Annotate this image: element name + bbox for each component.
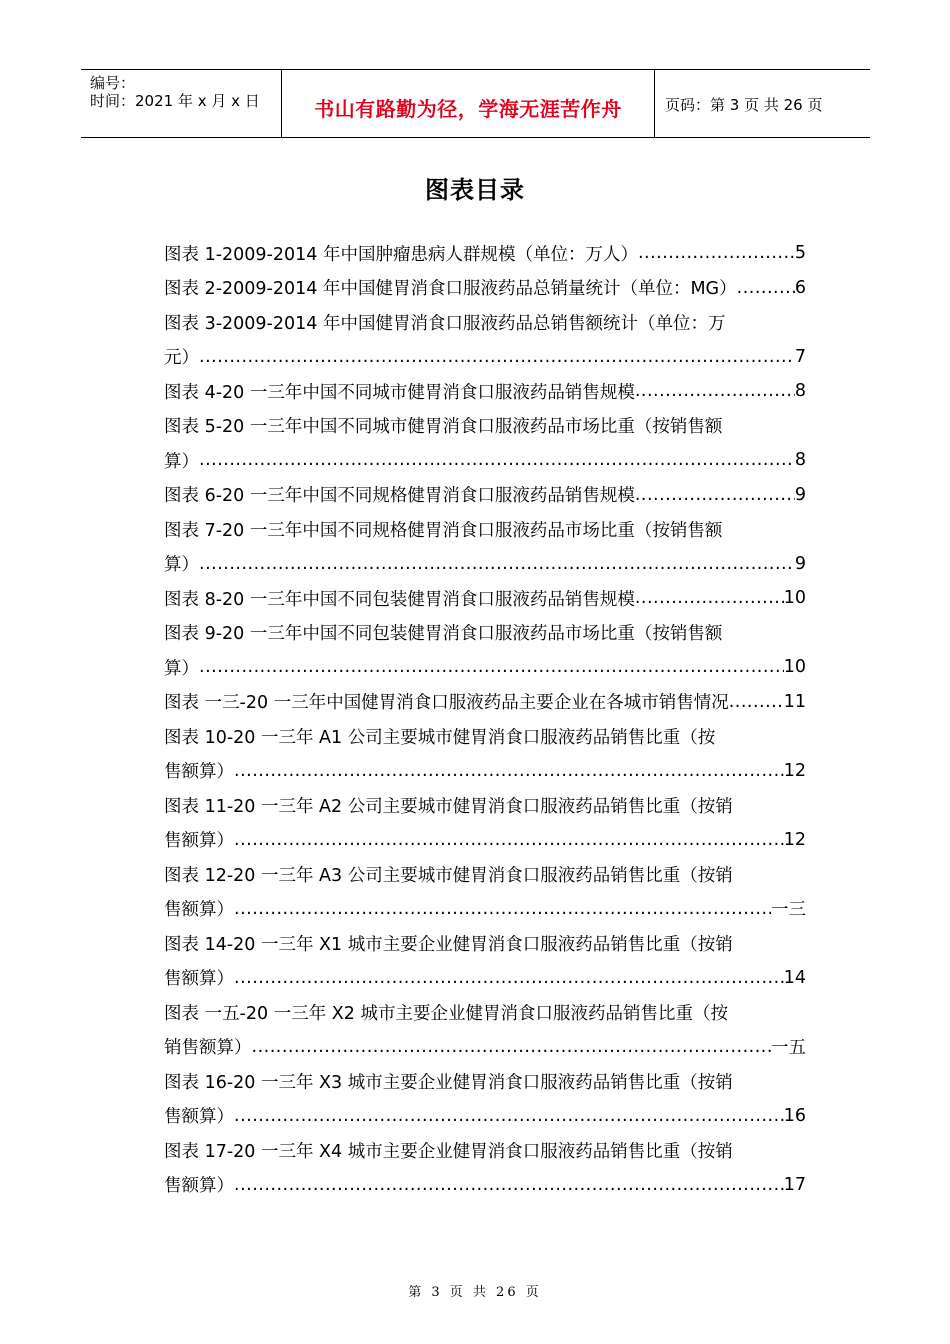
toc-entry-title: 图表 10-20 一三年 A1 公司主要城市健胃消食口服液药品销售比重（按 bbox=[164, 727, 716, 748]
toc-leader-dots bbox=[252, 1037, 772, 1057]
toc-leader-dots bbox=[729, 692, 784, 712]
toc-leader-dots bbox=[638, 243, 795, 263]
toc-entry-title-continued: 算） bbox=[164, 658, 199, 679]
toc-leader-dots bbox=[635, 381, 795, 401]
toc-entry-title-continued: 售额算） bbox=[164, 969, 234, 990]
header-page-number: 页码：第 3 页 共 26 页 bbox=[665, 96, 823, 114]
toc-entry-title: 图表 一三-20 一三年中国健胃消食口服液药品主要企业在各城市销售情况 bbox=[164, 693, 729, 714]
toc-entry[interactable] bbox=[164, 719, 806, 788]
toc-leader-dots bbox=[199, 657, 784, 677]
toc-entry[interactable] bbox=[164, 616, 806, 685]
toc-entry-title-continued: 售额算） bbox=[164, 762, 234, 783]
toc-entry-page: 一五 bbox=[771, 1038, 806, 1059]
toc-leader-dots bbox=[234, 899, 771, 919]
header-meta-cell bbox=[81, 70, 282, 137]
toc-leader-dots bbox=[199, 347, 795, 367]
header-page-cell bbox=[655, 70, 870, 137]
toc-entry-title: 图表 2-2009-2014 年中国健胃消食口服液药品总销量统计（单位：MG） bbox=[164, 279, 737, 300]
toc-entry-title: 图表 11-20 一三年 A2 公司主要城市健胃消食口服液药品销售比重（按销 bbox=[164, 796, 733, 817]
toc-leader-dots bbox=[234, 1106, 784, 1126]
document-number-label: 编号： bbox=[90, 74, 136, 92]
toc-entry-title-continued: 元） bbox=[164, 348, 199, 369]
toc-entry[interactable] bbox=[164, 926, 806, 995]
toc-entry-page: 17 bbox=[783, 1174, 806, 1195]
toc-entry[interactable] bbox=[164, 478, 806, 513]
table-of-figures bbox=[164, 236, 806, 1202]
toc-entry[interactable] bbox=[164, 857, 806, 926]
toc-entry[interactable] bbox=[164, 581, 806, 616]
toc-leader-dots bbox=[737, 278, 795, 298]
toc-entry-title-continued: 算） bbox=[164, 451, 199, 472]
toc-entry-page: 7 bbox=[794, 346, 806, 367]
toc-entry-title: 图表 9-20 一三年中国不同包装健胃消食口服液药品市场比重（按销售额 bbox=[164, 624, 723, 645]
toc-entry-title: 图表 5-20 一三年中国不同城市健胃消食口服液药品市场比重（按销售额 bbox=[164, 417, 723, 438]
toc-entry-page: 11 bbox=[783, 691, 806, 712]
toc-leader-dots bbox=[234, 1175, 784, 1195]
toc-entry-title-continued: 售额算） bbox=[164, 900, 234, 921]
toc-entry-title-continued: 售额算） bbox=[164, 1107, 234, 1128]
toc-leader-dots bbox=[234, 761, 784, 781]
toc-leader-dots bbox=[635, 588, 784, 608]
toc-entry-page: 12 bbox=[783, 829, 806, 850]
header-motto: 书山有路勤为径，学海无涯苦作舟 bbox=[314, 97, 622, 121]
toc-entry[interactable] bbox=[164, 1064, 806, 1133]
toc-entry-page: 8 bbox=[794, 381, 806, 402]
toc-entry-title: 图表 6-20 一三年中国不同规格健胃消食口服液药品销售规模 bbox=[164, 486, 635, 507]
toc-entry[interactable] bbox=[164, 788, 806, 857]
toc-entry-title: 图表 14-20 一三年 X1 城市主要企业健胃消食口服液药品销售比重（按销 bbox=[164, 934, 733, 955]
toc-entry-page: 5 bbox=[794, 243, 806, 264]
toc-entry-title: 图表 16-20 一三年 X3 城市主要企业健胃消食口服液药品销售比重（按销 bbox=[164, 1072, 733, 1093]
toc-leader-dots bbox=[199, 554, 795, 574]
page-footer: 第 3 页 共 26 页 bbox=[408, 1285, 542, 1300]
document-date: 时间：2021 年 x 月 x 日 bbox=[90, 92, 260, 110]
page-header bbox=[81, 69, 870, 138]
toc-entry-title: 图表 1-2009-2014 年中国肿瘤患病人群规模（单位：万人） bbox=[164, 244, 638, 265]
toc-entry[interactable] bbox=[164, 995, 806, 1064]
page-title: 图表目录 bbox=[425, 176, 525, 204]
toc-entry[interactable] bbox=[164, 236, 806, 271]
toc-leader-dots bbox=[234, 830, 784, 850]
toc-entry[interactable] bbox=[164, 305, 806, 374]
toc-entry-title: 图表 17-20 一三年 X4 城市主要企业健胃消食口服液药品销售比重（按销 bbox=[164, 1141, 733, 1162]
toc-entry-title: 图表 12-20 一三年 A3 公司主要城市健胃消食口服液药品销售比重（按销 bbox=[164, 865, 733, 886]
toc-entry[interactable] bbox=[164, 409, 806, 478]
toc-entry-title-continued: 销售额算） bbox=[164, 1038, 252, 1059]
toc-entry-title-continued: 售额算） bbox=[164, 831, 234, 852]
header-motto-cell bbox=[282, 70, 655, 137]
toc-entry-page: 12 bbox=[783, 760, 806, 781]
toc-entry[interactable] bbox=[164, 685, 806, 720]
toc-entry-page: 10 bbox=[783, 657, 806, 678]
toc-entry-title: 图表 7-20 一三年中国不同规格健胃消食口服液药品市场比重（按销售额 bbox=[164, 520, 723, 541]
toc-entry[interactable] bbox=[164, 271, 806, 306]
toc-entry-title: 图表 3-2009-2014 年中国健胃消食口服液药品总销售额统计（单位：万 bbox=[164, 313, 726, 334]
toc-entry-title: 图表 一五-20 一三年 X2 城市主要企业健胃消食口服液药品销售比重（按 bbox=[164, 1003, 728, 1024]
toc-entry-title: 图表 4-20 一三年中国不同城市健胃消食口服液药品销售规模 bbox=[164, 382, 635, 403]
toc-entry[interactable] bbox=[164, 1133, 806, 1202]
toc-leader-dots bbox=[234, 968, 784, 988]
toc-entry-page: 14 bbox=[783, 967, 806, 988]
toc-entry-page: 9 bbox=[794, 553, 806, 574]
toc-entry-page: 10 bbox=[783, 588, 806, 609]
toc-leader-dots bbox=[199, 450, 795, 470]
toc-entry-page: 6 bbox=[794, 277, 806, 298]
toc-entry-page: 一三 bbox=[771, 900, 806, 921]
toc-entry[interactable] bbox=[164, 512, 806, 581]
toc-entry-title-continued: 算） bbox=[164, 555, 199, 576]
toc-entry-page: 9 bbox=[794, 484, 806, 505]
toc-leader-dots bbox=[635, 485, 795, 505]
toc-entry[interactable] bbox=[164, 374, 806, 409]
toc-entry-title-continued: 售额算） bbox=[164, 1176, 234, 1197]
toc-entry-page: 16 bbox=[783, 1105, 806, 1126]
toc-entry-page: 8 bbox=[794, 450, 806, 471]
toc-entry-title: 图表 8-20 一三年中国不同包装健胃消食口服液药品销售规模 bbox=[164, 589, 635, 610]
